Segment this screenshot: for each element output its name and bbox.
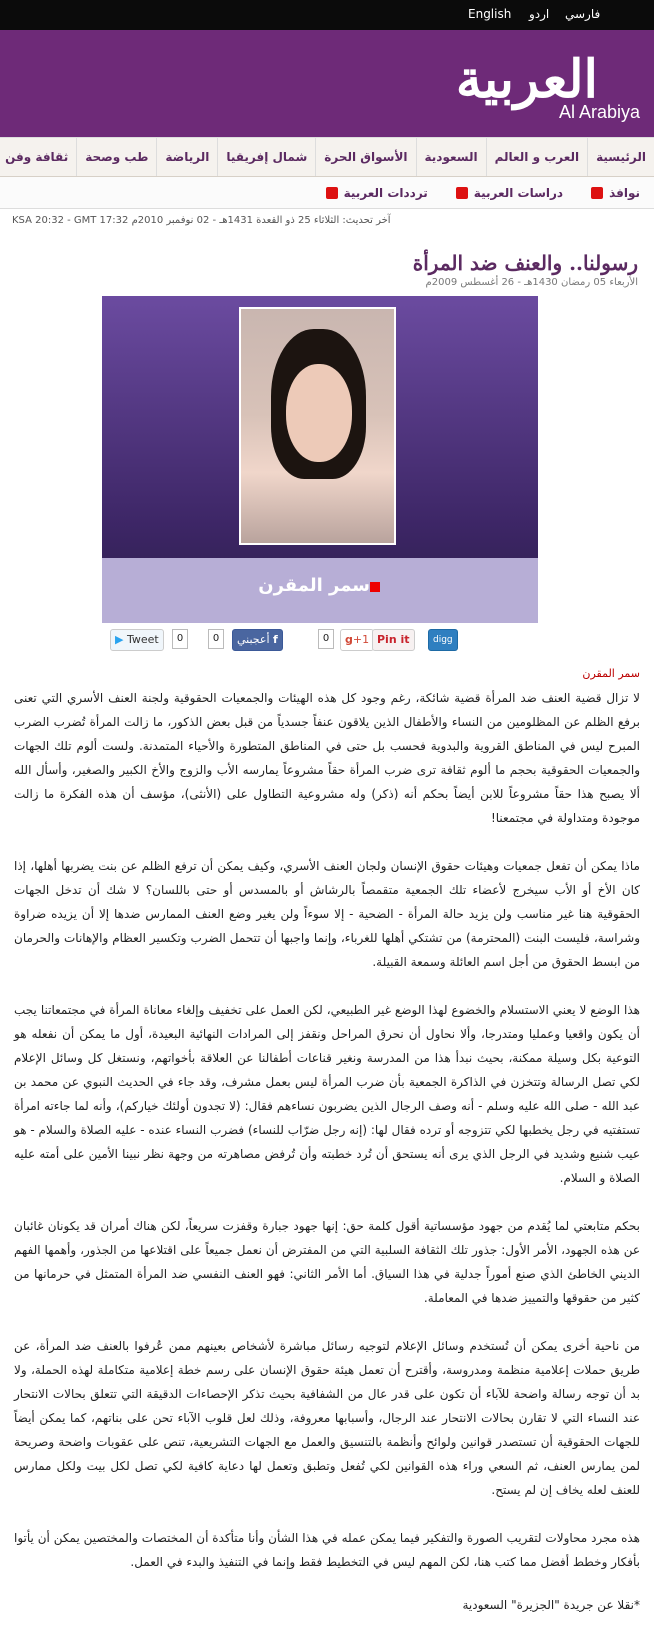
subnav-label: ترددات العربية [343, 185, 428, 200]
article-source: *نقلا عن جريدة "الجزيرة" السعودية [462, 1598, 640, 1612]
lang-english-link[interactable]: English [468, 7, 512, 21]
tweet-button[interactable] [110, 629, 164, 651]
gplus-count: 0 [318, 629, 334, 649]
sub-nav [0, 177, 654, 209]
nav-item-home[interactable]: الرئيسية [587, 138, 654, 176]
nav-item-saudi[interactable]: السعودية [416, 138, 486, 176]
nav-item-sports[interactable]: الرياضة [156, 138, 217, 176]
article-paragraph: هذه مجرد محاولات لتقريب الصورة والتفكير فيما يمكن عمله في هذا الشأن وأنا متأكدة أن المختصات والمختصين يمكن أن يأتوا بأفكار وخطط أفضل مما كتب هنا، لكن المهم ليس في التخطيط فقط وإنما في التنفيذ والبدء في العمل. [14, 1531, 640, 1569]
subnav-item-studies[interactable] [442, 186, 577, 200]
book-icon [456, 187, 468, 199]
article-paragraph: هذا الوضع لا يعني الاستسلام والخضوع لهذا الوضع غير الطبيعي، لكن العمل على تخفيف وإلغاء معاناة المرأة في مجتمعاتنا يجب أن يكون واقعيا وعمليا ومتدرجا، وألا نحاول أن نحرق المراحل ونقفز إلى المرادات النهائية البعيدة، أول ما يمكن أن نفعله هو التوعية بكل وسيلة ممكنة، بحيث نبدأ هذا من المدرسة ونغير قناعات أطفالنا عن العلاقة بأخواتهم، ونستغل كل وسائل الإعلام لكي تصل الرسالة وتتخزن في الذاكرة الجمعية بأن ضرب المرأة ليس بعمل مشرف، وقد جاء في الحديث النبوي عن محمد بن عبد الله - صلى الله عليه وسلم - أنه وصف الرجال الذين يضربون نساءهم فقال: (لا تجدون أولئك خياركم)، وأنه لما جاءته امرأة تستفتيه في رجل يخطبها لكي تتزوجه أو ترده فقال لها: (إنه رجل ضرّاب للنساء) فضرب النساء عنده - عليه الصلاة والسلام - هو عيب شنيع وشديد في الرجل الذي يرى أنه يستحق أن تُرد خطبته وأن تُرفض مصاهرته من وجهة نظر نبينا الأمين على أمته عليه الصلاة و السلام. [14, 1003, 640, 1185]
article-paragraph: لا تزال قضية العنف ضد المرأة قضية شائكة، رغم وجود كل هذه الهيئات والجمعيات الحقوقية ولجنة العنف الأسري التي تعنى برفع الظلم عن المظلومين من النساء والأطفال الذين يلاقون عنفاً جسدياً من قبل بعض الذكور، ما زالت المرأة تُضرب الضرب المبرح ليس في المناطق القروية والبدوية فحسب بل حتى في المناطق المتطورة والأحياء المتمدنة. ولست ألوم تلك الجهات والجمعيات الحقوقية بحجم ما ألوم ثقافة ترى ضرب المرأة حقاً مشروعاً يمارسه الأب والزوج والأخ الكبير والصغير، وأسأل الله ألا يصبح هذا حقاً مشروعاً للابن أيضاً بحكم أنه (ذكر) وله مشروعية التطاول على (الأنثى)، مؤسف أن هذه الفكرة ما زالت موجودة ومتداولة في مجتمعنا! [14, 691, 640, 825]
facebook-like-button[interactable] [232, 629, 283, 651]
article-body [0, 686, 654, 1574]
gplus-icon: g [345, 633, 353, 646]
last-update: آخر تحديث: الثلاثاء 25 ذو القعدة 1431هـ - 02 نوفمبر 2010م KSA 20:32 - GMT 17:32 [12, 215, 391, 226]
article-date: الأربعاء 05 رمضان 1430هـ - 26 أغسطس 2009م [425, 277, 638, 288]
article-paragraph: بحكم متابعتي لما يُقدم من جهود مؤسساتية أقول كلمة حق: إنها جهود جبارة وقفزت سريعاً، لكن هناك أمران قد يكونان غائبان عن هذه الجهود، الأمر الأول: جذور تلك الثقافة السلبية التي من المفترض أن نعمل جميعاً على اقتلاعها من الجذور، وأهمها الفهم الديني الخاطئ الذي صنع أموراً جدلية في هذا السياق. أما الأمر الثاني: فهو العنف النفسي ضد المرأة المتمثل في حرمانها من كثير من حقوقها والتمييز ضدها في المعاملة. [14, 1219, 640, 1305]
gplus-button[interactable] [340, 629, 374, 651]
red-square-icon [370, 582, 380, 592]
satellite-icon [326, 187, 338, 199]
digg-button[interactable]: digg [428, 629, 458, 651]
subnav-label: نوافذ [609, 185, 640, 200]
nav-item-health[interactable]: طب وصحة [76, 138, 156, 176]
author-photo [239, 307, 396, 545]
nav-item-culture[interactable]: ثقافة وفن [0, 138, 76, 176]
article-title: رسولنا.. والعنف ضد المرأة [412, 251, 638, 275]
pinit-button[interactable]: Pin it [372, 629, 415, 651]
tweet-label: Tweet [126, 633, 159, 646]
subnav-item-frequencies[interactable] [312, 186, 442, 200]
like-label: أعجبني [237, 633, 270, 646]
portrait-name: سمر المقرن [258, 575, 370, 596]
author-portrait [102, 296, 538, 623]
gplus-label: +1 [352, 633, 370, 646]
tweet-count: 0 [172, 629, 188, 649]
site-header [0, 30, 654, 137]
author-name[interactable]: سمر المقرن [582, 667, 640, 680]
like-count: 0 [208, 629, 224, 649]
site-logo[interactable]: العربية [455, 49, 598, 110]
site-logo-en: Al Arabiya [558, 102, 640, 122]
facebook-icon: f [273, 633, 278, 646]
nav-item-markets[interactable]: الأسواق الحرة [315, 138, 415, 176]
subnav-label: دراسات العربية [473, 185, 564, 200]
main-nav [0, 137, 654, 177]
lang-urdu-link[interactable]: اردو [529, 7, 550, 21]
windows-icon [591, 187, 603, 199]
article-paragraph: من ناحية أخرى يمكن أن تُستخدم وسائل الإعلام لتوجيه رسائل مباشرة لأشخاص بعينهم ممن عُرفوا بالعنف ضد المرأة، عن طريق حملات إعلامية منظمة ومدروسة، وأقترح أن تعمل هيئة حقوق الإنسان على رسم خطة إعلامية متكاملة لهذه الحملة، ولا بد أن توجه رسالة واضحة للآباء أن تكون على قدر عال من الشفافية بحيث تذكر الإحصاءات الدقيقة التي تتعلق بحالات الانتحار عند النساء التي لا تقارن بحالات الانتحار عند الرجال، وأسبابها معروفة، وذلك لعل قلوب الآباء تحن على بناتهم، كما يمكن أيضاً للجهات الحقوقية أن تستصدر قوانين ولوائح وأنظمة بالتنسيق والعمل مع الجهات التشريعية، تنص على عقوبات واضحة وصريحة لمن يمارس العنف، ثم السعي وراء هذه القوانين لكي تُفعل وتطبق وتعمل لها دعاية كافية لكي تصل لكل بيت ولكل ممارس للعنف لعله يخاف إن لم يستح. [14, 1339, 640, 1497]
twitter-icon: ▶ [115, 633, 124, 646]
nav-item-arab-world[interactable]: العرب و العالم [486, 138, 588, 176]
face-shape [286, 364, 352, 462]
subnav-item-windows[interactable] [577, 186, 654, 200]
share-bar [102, 629, 538, 653]
lang-farsi-link[interactable]: فارسي [565, 7, 601, 21]
article-paragraph: ماذا يمكن أن تفعل جمعيات وهيئات حقوق الإنسان ولجان العنف الأسري، وكيف يمكن أن ترفع الظلم عن بنت يضربها أهلها، إذا كان الأخ أو الأب سيخرج لأعضاء تلك الجمعية متقمصاً بالرشاش أو بالمسدس أو حتى باللسان؟ لا شك أن تدخل الجهات الحقوقية هنا غير مناسب ولن يزيد حالة المرأة - الضحية - إلا سوءاً ولن يغير وضع العنف الممارس ضدها إلا أن يزيده ضراوة وشراسة، فليست البنت (المحترمة) من تشتكي أهلها للغرباء، وإنما واجبها أن تتحمل الضرب وتكسير العظام والإهانات والحرمان من ابسط الحقوق من أجل اسم العائلة وسمعة القبيلة. [14, 859, 640, 969]
nav-item-north-africa[interactable]: شمال إفريقيا [217, 138, 315, 176]
top-language-bar [0, 0, 654, 30]
